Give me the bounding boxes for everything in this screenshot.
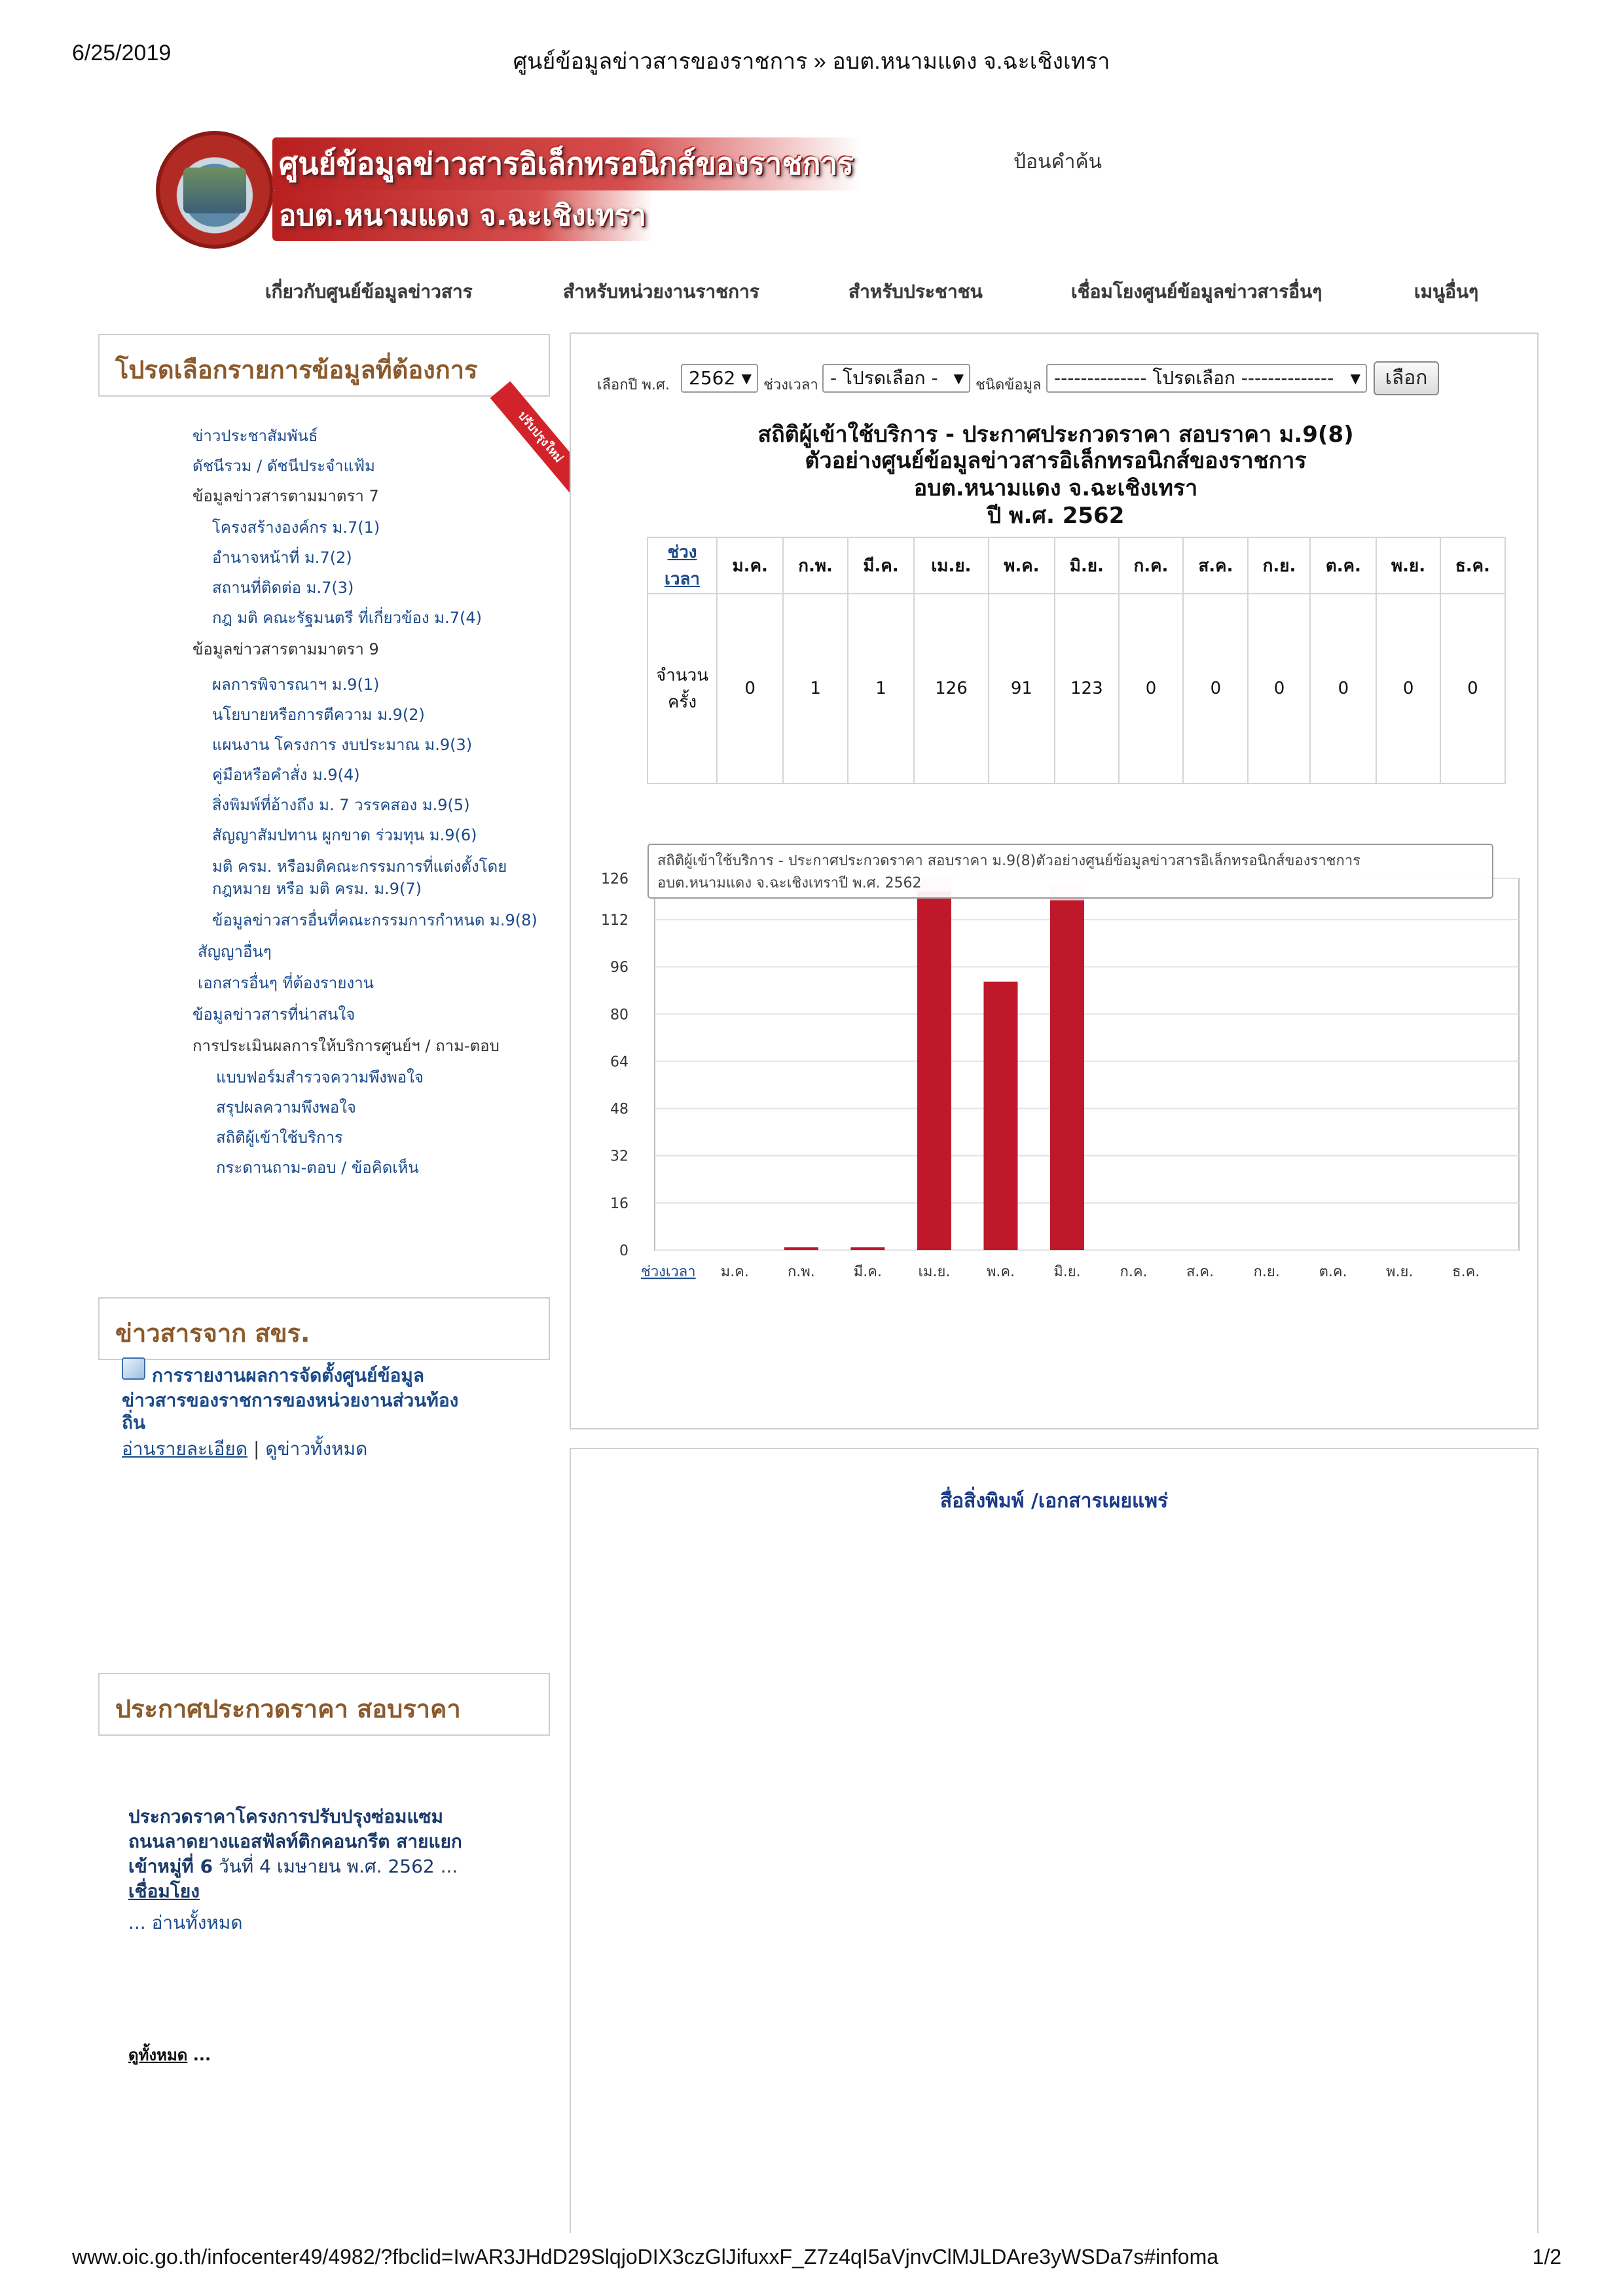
print-page-number: 1/2 <box>1532 2245 1561 2269</box>
bid-read-all-link[interactable]: ... อ่านทั้งหมด <box>128 1912 243 1933</box>
x-axis-period-label: ช่วงเวลา <box>640 1264 696 1280</box>
y-tick-label: 32 <box>610 1148 629 1165</box>
period-header-line1: ช่วง <box>667 543 697 562</box>
x-tick-label: ก.ค. <box>1120 1264 1148 1280</box>
x-tick-label: ธ.ค. <box>1452 1264 1480 1280</box>
stats-title-line3: อบต.หนามแดง จ.ฉะเชิงเทรา <box>913 475 1198 501</box>
menu-item-statistics[interactable]: สถิติผู้เข้าใช้บริการ <box>216 1128 343 1147</box>
stats-table <box>647 537 1506 784</box>
news-box-title: ข่าวสารจาก สขร. <box>115 1319 310 1348</box>
month-header: ก.ค. <box>1119 537 1184 594</box>
chart-plot-area <box>655 878 1519 1250</box>
month-count-cell: 0 <box>1183 594 1248 783</box>
y-tick-label: 48 <box>610 1101 629 1118</box>
menu-item-9-6[interactable]: สัญญาสัมปทาน ผูกขาด ร่วมทุน ม.9(6) <box>212 826 477 844</box>
news-all-link[interactable]: ดูข่าวทั้งหมด <box>265 1438 368 1460</box>
bid-see-all-link[interactable]: ดูทั้งหมด <box>128 2046 188 2064</box>
year-select-value: 2562 <box>689 367 736 389</box>
bar-พ.ค. <box>983 982 1017 1250</box>
period-label: ช่วงเวลา <box>763 377 818 393</box>
news-document-icon <box>122 1357 145 1380</box>
y-tick-label: 0 <box>619 1243 629 1259</box>
data-type-select-value: -------------- โปรดเลือก -------------- <box>1054 367 1334 389</box>
bar-ก.พ. <box>784 1247 818 1250</box>
menu-category-section9: ข้อมูลข่าวสารตามมาตรา 9 <box>192 640 379 658</box>
menu-item-contracts[interactable]: สัญญาอื่นๆ <box>198 942 272 961</box>
menu-item-7-3[interactable]: สถานที่ติดต่อ ม.7(3) <box>212 579 354 597</box>
news-headline-line1[interactable]: การรายงานผลการจัดตั้งศูนย์ข้อมูล <box>152 1365 425 1386</box>
period-column-header[interactable] <box>647 537 717 594</box>
y-tick-label: 96 <box>610 960 629 977</box>
x-tick-label: ต.ค. <box>1319 1264 1347 1280</box>
x-tick-label: ก.พ. <box>787 1264 815 1280</box>
site-banner-title: ศูนย์ข้อมูลข่าวสารอิเล็กทรอนิกส์ของราชการ <box>272 137 860 190</box>
month-count-cell: 123 <box>1055 594 1119 783</box>
menu-category-section7: ข้อมูลข่าวสารตามมาตรา 7 <box>192 487 379 505</box>
menu-item-9-3[interactable]: แผนงาน โครงการ งบประมาณ ม.9(3) <box>212 736 473 754</box>
bid-box-title: ประกาศประกวดราคา สอบราคา <box>115 1695 461 1723</box>
menu-item-9-4[interactable]: คู่มือหรือคำสั่ง ม.9(4) <box>212 766 360 784</box>
menu-item-7-2[interactable]: อำนาจหน้าที่ ม.7(2) <box>212 548 352 567</box>
menu-item-9-5[interactable]: สิ่งพิมพ์ที่อ้างถึง ม. 7 วรรคสอง ม.9(5) <box>212 796 470 814</box>
bar-มี.ค. <box>850 1247 884 1250</box>
chevron-down-icon: ▼ <box>1350 370 1360 386</box>
month-count-cell: 0 <box>1310 594 1376 783</box>
site-banner-subtitle: อบต.หนามแดง จ.ฉะเชิงเทรา <box>272 190 653 241</box>
bid-item-line3-suffix: วันที่ 4 เมษายน พ.ศ. 2562 ... <box>213 1856 458 1877</box>
news-link-separator: | <box>253 1438 260 1460</box>
chart-tooltip-line2: อบต.หนามแดง จ.ฉะเชิงเทราปี พ.ศ. 2562 <box>657 875 922 891</box>
menu-item-9-8[interactable]: ข้อมูลข่าวสารอื่นที่คณะกรรมการกำหนด ม.9(8) <box>212 911 538 929</box>
news-headline-line2[interactable]: ข่าวสารของราชการของหน่วยงานส่วนท้อง <box>122 1390 459 1411</box>
menu-item-9-2[interactable]: นโยบายหรือการตีความ ม.9(2) <box>212 706 425 724</box>
nav-public[interactable]: สำหรับประชาชน <box>848 281 983 302</box>
y-tick-label: 112 <box>601 912 629 929</box>
bid-see-all-suffix: ... <box>187 2046 211 2064</box>
period-select[interactable] <box>822 364 970 393</box>
menu-item-other-docs[interactable]: เอกสารอื่นๆ ที่ต้องรายงาน <box>198 974 374 992</box>
month-header: ม.ค. <box>717 537 783 594</box>
x-tick-label: เม.ย. <box>918 1264 951 1280</box>
period-header-line2: เวลา <box>664 569 701 589</box>
chevron-down-icon: ▼ <box>953 370 964 386</box>
stats-title-line2: ตัวอย่างศูนย์ข้อมูลข่าวสารอิเล็กทรอนิกส์ของราชการ <box>805 448 1307 474</box>
month-count-cell: 0 <box>1376 594 1440 783</box>
monthly-usage-bar-chart <box>589 838 1519 1280</box>
month-count-cell: 0 <box>1119 594 1184 783</box>
month-header: เม.ย. <box>914 537 988 594</box>
print-url: www.oic.go.th/infocenter49/4982/?fbclid=IwAR3JHdD29SlqjoDIX3czGlJifuxxF_Z7z4qI5aVjnvClMJLDAre3yWSDa7s#infoma <box>72 2245 1219 2269</box>
x-tick-label: พ.ค. <box>986 1264 1015 1280</box>
y-tick-label: 80 <box>610 1007 629 1024</box>
y-tick-label: 64 <box>610 1054 629 1071</box>
bar-มิ.ย. <box>1050 888 1084 1250</box>
menu-item-survey-summary[interactable]: สรุปผลความพึงพอใจ <box>216 1098 356 1117</box>
x-tick-label: มิ.ย. <box>1053 1264 1081 1280</box>
x-tick-label: พ.ย. <box>1385 1264 1413 1280</box>
x-tick-label: ก.ย. <box>1253 1264 1280 1280</box>
submit-filter-button[interactable]: เลือก <box>1374 361 1439 395</box>
count-label-line2: ครั้ง <box>667 692 697 712</box>
menu-item-9-7[interactable]: มติ ครม. หรือมติคณะกรรมการที่แต่งตั้งโดย <box>212 857 507 876</box>
month-count-cell: 0 <box>1248 594 1310 783</box>
chevron-down-icon: ▼ <box>741 370 752 386</box>
bar-เม.ย. <box>917 878 951 1250</box>
month-header: ส.ค. <box>1183 537 1248 594</box>
seal-emblem-icon <box>183 168 246 213</box>
x-tick-label: ส.ค. <box>1186 1264 1214 1280</box>
print-date: 6/25/2019 <box>72 41 172 65</box>
year-select[interactable] <box>681 364 758 393</box>
menu-item-interesting[interactable]: ข้อมูลข่าวสารที่น่าสนใจ <box>192 1005 356 1024</box>
menu-category-evaluation: การประเมินผลการให้บริการศูนย์ฯ / ถาม-ตอบ <box>192 1037 500 1055</box>
publications-panel <box>570 1448 1539 2233</box>
nav-about[interactable]: เกี่ยวกับศูนย์ข้อมูลข่าวสาร <box>265 281 473 302</box>
bid-see-all-row <box>128 2042 211 2068</box>
publications-title[interactable]: สื่อสิ่งพิมพ์ /เอกสารเผยแพร่ <box>939 1490 1169 1513</box>
month-header: พ.ย. <box>1376 537 1440 594</box>
count-label-line1: จำนวน <box>656 666 708 685</box>
y-tick-label: 16 <box>610 1195 629 1212</box>
bid-item-line1[interactable]: ประกวดราคาโครงการปรับปรุงซ่อมแซม <box>128 1806 443 1827</box>
bid-item-line3-prefix: เข้าหมู่ที่ <box>128 1856 200 1877</box>
x-tick-label: ม.ค. <box>720 1264 749 1280</box>
bid-item-link[interactable]: เชื่อมโยง <box>128 1880 200 1902</box>
month-header: มิ.ย. <box>1055 537 1119 594</box>
month-count-cell: 126 <box>914 594 988 783</box>
month-count-cell: 1 <box>848 594 914 783</box>
count-row-label <box>647 594 717 783</box>
stats-title-line1: สถิติผู้เข้าใช้บริการ - ประกาศประกวดราคา สอบราคา ม.9(8) <box>757 422 1354 448</box>
stats-table-header-row <box>647 537 1505 594</box>
menu-item-9-7-cont[interactable]: กฎหมาย หรือ มติ ครม. ม.9(7) <box>212 880 422 898</box>
month-header: มี.ค. <box>848 537 914 594</box>
new-ribbon-corner <box>484 399 566 484</box>
menu-item-9-1[interactable]: ผลการพิจารณาฯ ม.9(1) <box>212 675 380 694</box>
year-label: เลือกปี พ.ศ. <box>597 377 670 393</box>
news-headline-line3[interactable]: ถิ่น <box>122 1412 146 1433</box>
month-count-cell: 0 <box>1440 594 1505 783</box>
bid-item-moo-number: 6 <box>200 1856 213 1877</box>
nav-government[interactable]: สำหรับหน่วยงานราชการ <box>563 281 759 302</box>
stats-title-line4: ปี พ.ศ. 2562 <box>987 503 1125 529</box>
menu-item-webboard[interactable]: กระดานถาม-ตอบ / ข้อคิดเห็น <box>216 1158 419 1177</box>
news-links-row <box>122 1435 367 1463</box>
news-read-more-link[interactable]: อ่านรายละเอียด <box>122 1438 248 1460</box>
month-header: พ.ค. <box>989 537 1055 594</box>
menu-item-7-4[interactable]: กฎ มติ คณะรัฐมนตรี ที่เกี่ยวข้อง ม.7(4) <box>212 609 482 627</box>
print-page-title: ศูนย์ข้อมูลข่าวสารของราชการ » อบต.หนามแดง จ.ฉะเชิงเทรา <box>513 49 1110 74</box>
chart-tooltip-line1: สถิติผู้เข้าใช้บริการ - ประกาศประกวดราคา สอบราคา ม.9(8)ตัวอย่างศูนย์ข้อมูลข่าวสารอิเล็กทรอนิกส์ของราชการ <box>657 853 1360 869</box>
period-select-value: - โปรดเลือก - <box>830 367 938 389</box>
nav-other-menu[interactable]: เมนูอื่นๆ <box>1414 281 1479 302</box>
menu-item-survey-form[interactable]: แบบฟอร์มสำรวจความพึงพอใจ <box>216 1068 424 1086</box>
data-type-label: ชนิดข้อมูล <box>976 377 1042 393</box>
menu-item-7-1[interactable]: โครงสร้างองค์กร ม.7(1) <box>212 518 380 537</box>
sidebar-title: โปรดเลือกรายการข้อมูลที่ต้องการ <box>115 355 478 384</box>
top-navigation <box>0 278 1623 310</box>
y-tick-label: 126 <box>601 871 629 888</box>
month-header: ก.พ. <box>783 537 847 594</box>
stats-table-count-row <box>647 594 1505 783</box>
new-ribbon-label: ปรับปรุงใหม่ <box>490 381 591 493</box>
menu-item-news[interactable]: ข่าวประชาสัมพันธ์ <box>192 427 318 445</box>
bid-item-line2[interactable]: ถนนลาดยางแอสฟัลท์ติกคอนกรีต สายแยก <box>128 1831 462 1852</box>
month-count-cell: 0 <box>717 594 783 783</box>
x-tick-label: มี.ค. <box>853 1264 882 1280</box>
month-header: ก.ย. <box>1248 537 1310 594</box>
month-header: ต.ค. <box>1310 537 1376 594</box>
search-prompt-label[interactable]: ป้อนคำค้น <box>1013 151 1103 173</box>
month-count-cell: 1 <box>783 594 847 783</box>
menu-item-index[interactable]: ดัชนีรวม / ดัชนีประจำแฟ้ม <box>192 457 375 475</box>
month-count-cell: 91 <box>989 594 1055 783</box>
month-header: ธ.ค. <box>1440 537 1505 594</box>
nav-links[interactable]: เชื่อมโยงศูนย์ข้อมูลข่าวสารอื่นๆ <box>1071 281 1322 302</box>
data-type-select[interactable] <box>1046 364 1367 393</box>
